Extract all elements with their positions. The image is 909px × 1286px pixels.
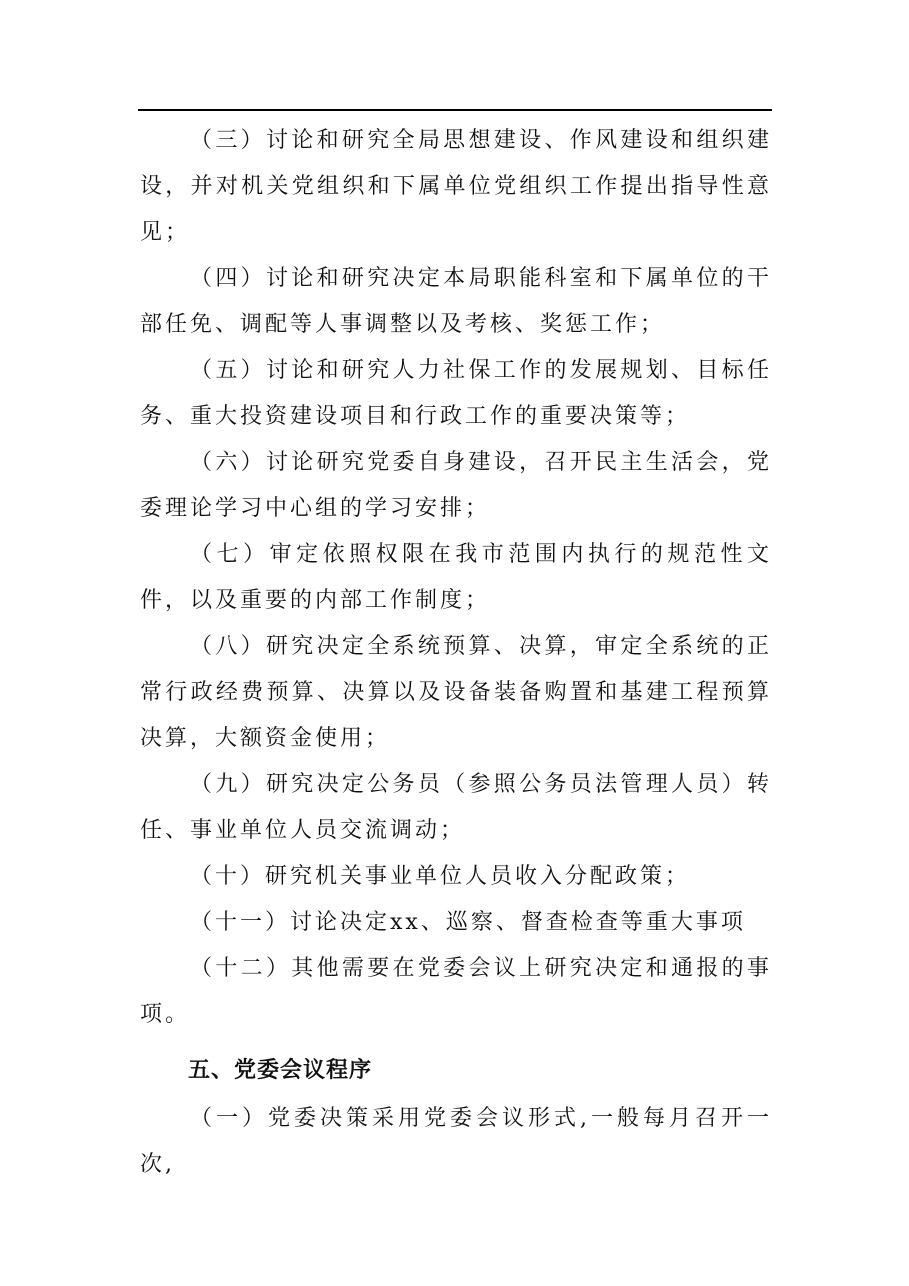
paragraph-item-8: （八）研究决定全系统预算、决算，审定全系统的正常行政经费预算、决算以及设备装备购置和基建工程预算决算，大额资金使用； bbox=[140, 634, 772, 751]
paragraph-item-5: （五）讨论和研究人力社保工作的发展规划、目标任务、重大投资建设项目和行政工作的重要决策等； bbox=[140, 358, 772, 429]
paragraph-item-11: （十一）讨论决定xx、巡察、督查检查等重大事项 bbox=[190, 910, 746, 935]
paragraph-item-4: （四）讨论和研究决定本局职能科室和下属单位的干部任免、调配等人事调整以及考核、奖惩工作； bbox=[140, 266, 772, 337]
section-heading: 五、党委会议程序 bbox=[188, 1058, 373, 1083]
paragraph-item-3: （三）讨论和研究全局思想建设、作风建设和组织建设，并对机关党组织和下属单位党组织工作提出指导性意见； bbox=[140, 128, 772, 245]
paragraph-item-7: （七）审定依照权限在我市范围内执行的规范性文件，以及重要的内部工作制度； bbox=[140, 542, 772, 613]
paragraph-item-12: （十二）其他需要在党委会议上研究决定和通报的事项。 bbox=[140, 956, 772, 1027]
paragraph-item-9: （九）研究决定公务员（参照公务员法管理人员）转任、事业单位人员交流调动； bbox=[140, 772, 772, 843]
header-rule bbox=[138, 109, 772, 111]
procedure-paragraph-1: （一）党委决策采用党委会议形式,一般每月召开一次, bbox=[140, 1106, 772, 1177]
paragraph-item-10: （十）研究机关事业单位人员收入分配政策； bbox=[190, 864, 691, 889]
paragraph-item-6: （六）讨论研究党委自身建设，召开民主生活会，党委理论学习中心组的学习安排； bbox=[140, 450, 772, 521]
document-body bbox=[140, 118, 772, 1188]
